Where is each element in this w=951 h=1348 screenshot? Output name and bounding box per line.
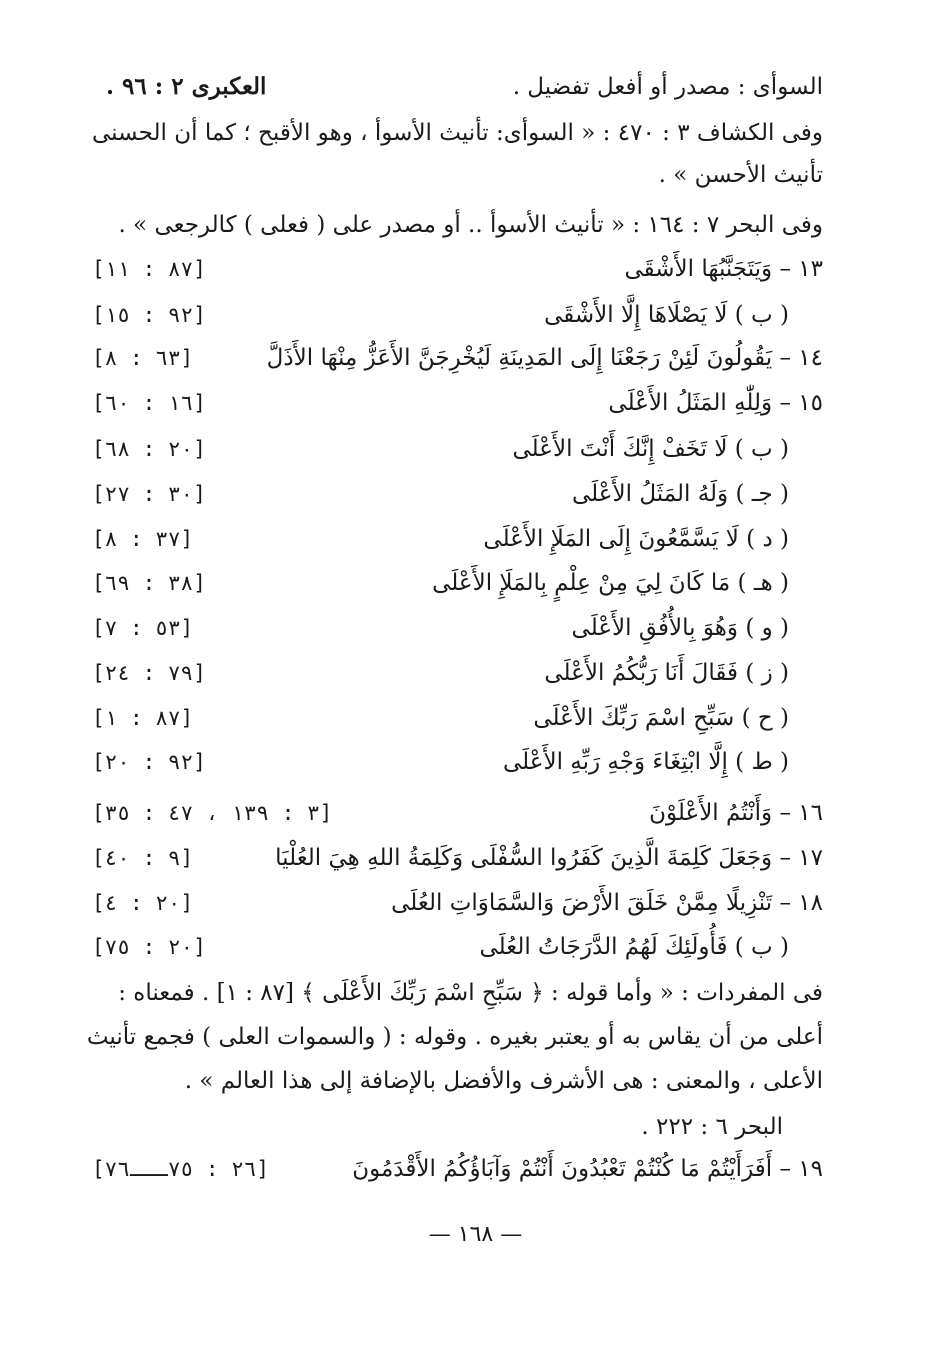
entry-15-ta <box>92 741 823 783</box>
paragraph-text: فى المفردات : « وأما قوله : ﴿ سَبِّحِ اسْمَ رَبِّكَ الأَعْلَى ﴾ [٨٧ : ١] . فمعناه : <box>118 980 823 1006</box>
verse-reference: [٨٧ : ١] <box>92 706 194 730</box>
verse-reference: [٥٣ : ٧] <box>92 616 194 640</box>
verse-reference: [٢٠ : ٧٥] <box>92 935 206 959</box>
verse-text: ( ز ) فَقَالَ أَنَا رَبُّكُمُ الأَعْلَى <box>544 660 789 686</box>
paragraph-bahr-1 <box>92 204 823 246</box>
verse-reference: [٢٠ : ٦٨] <box>92 437 206 461</box>
paragraph-mufradat-line-1 <box>92 972 823 1014</box>
page-header <box>92 66 823 108</box>
verse-reference: [٣٠ : ٢٧] <box>92 482 206 506</box>
verse-reference: [٩٢ : ٢٠] <box>92 750 206 774</box>
verse-text: ( ط ) إِلَّا ابْتِغَاءَ وَجْهِ رَبِّهِ الأَعْلَى <box>502 749 789 775</box>
verse-reference: [٣٧ : ٨] <box>92 527 194 551</box>
paragraph-mufradat-line-2 <box>86 1016 823 1058</box>
verse-reference: [٢٠ : ٤] <box>92 891 194 915</box>
entry-15-b <box>92 428 823 470</box>
verse-text: ( ب ) فَأُولَئِكَ لَهُمُ الدَّرَجَاتُ العُلَى <box>479 934 789 960</box>
verse-text: ( ب ) لَا يَصْلَاهَا إِلَّا الأَشْقَى <box>544 302 789 328</box>
entry-14 <box>92 337 823 379</box>
entry-13 <box>92 248 823 290</box>
paragraph-text: البحر ٦ : ٢٢٢ . <box>641 1114 783 1140</box>
verse-reference: [٧٩ : ٢٤] <box>92 661 206 685</box>
paragraph-mufradat-line-3 <box>92 1060 823 1102</box>
verse-reference: [٩٢ : ١٥] <box>92 303 206 327</box>
entry-15-zay <box>92 652 823 694</box>
entry-17 <box>92 837 823 879</box>
paragraph-kashshaf: وفى الكشاف ٣ : ٤٧٠ : « السوأى: تأنيث الأسوأ ، وهو الأقبح ؛ كما أن الحسنى تأنيث الأحسن » . <box>92 120 823 188</box>
entry-13-b <box>92 294 823 336</box>
verse-text: ( هـ ) مَا كَانَ لِيَ مِنْ عِلْمٍ بِالمَلَإِ الأَعْلَى <box>432 570 789 596</box>
verse-reference: [٣٨ : ٦٩] <box>92 571 206 595</box>
entry-16 <box>92 792 823 834</box>
verse-text: ( جـ ) وَلَهُ المَثَلُ الأَعْلَى <box>572 481 789 507</box>
verse-text: ١٩ – أَفَرَأَيْتُمْ مَا كُنْتُمْ تَعْبُدُونَ أَنْتُمْ وَآبَاؤُكُمُ الأَقْدَمُونَ <box>352 1156 823 1182</box>
verse-text: ( ح ) سَبِّحِ اسْمَ رَبِّكَ الأَعْلَى <box>533 705 789 731</box>
verse-text: ١٥ – وَلِلّٰهِ المَثَلُ الأَعْلَى <box>608 390 823 416</box>
verse-reference: [٨٧ : ١١] <box>92 257 206 281</box>
header-definition: السوأى : مصدر أو أفعل تفضيل . <box>512 74 823 100</box>
entry-15-ha2 <box>92 697 823 739</box>
entry-18-b <box>92 926 823 968</box>
entry-15-ha <box>92 562 823 604</box>
paragraph-text: الأعلى ، والمعنى : هى الأشرف والأفضل بالإضافة إلى هذا العالم » . <box>184 1068 823 1094</box>
paragraph-bahr-2 <box>92 1106 823 1148</box>
page-number: — ١٦٨ — <box>428 1222 523 1247</box>
verse-reference: [٢٦ : ٧٥ـــ٧٦] <box>92 1157 270 1181</box>
verse-text: ١٧ – وَجَعَلَ كَلِمَةَ الَّذِينَ كَفَرُوا السُّفْلَى وَكَلِمَةُ اللهِ هِيَ العُلْيَا <box>275 845 823 871</box>
verse-text: ١٣ – وَيَتَجَنَّبُهَا الأَشْقَى <box>624 256 823 282</box>
entry-15 <box>92 382 823 424</box>
entry-15-waw <box>92 607 823 649</box>
header-citation: العكبرى ٢ : ٩٦ . <box>106 73 267 100</box>
entry-15-dal <box>92 518 823 560</box>
verse-reference: [٣ : ١٣٩ ، ٤٧ : ٣٥] <box>92 801 333 825</box>
entry-18 <box>92 882 823 924</box>
paragraph-text: وفى البحر ٧ : ١٦٤ : « تأنيث الأسوأ .. أو مصدر على ( فعلى ) كالرجعى » . <box>118 212 823 238</box>
verse-text: ( د ) لَا يَسَّمَّعُونَ إِلَى المَلَإِ الأَعْلَى <box>483 526 789 552</box>
entry-19 <box>92 1148 823 1190</box>
verse-reference: [٦٣ : ٨] <box>92 346 194 370</box>
verse-text: ١٨ – تَنْزِيلًا مِمَّنْ خَلَقَ الأَرْضَ وَالسَّمَاوَاتِ العُلَى <box>391 890 823 916</box>
entry-15-jim <box>92 473 823 515</box>
verse-reference: [٩ : ٤٠] <box>92 846 194 870</box>
verse-text: ١٤ – يَقُولُونَ لَئِنْ رَجَعْنَا إِلَى المَدِينَةِ لَيُخْرِجَنَّ الأَعَزُّ مِنْهَا الأَذَلَّ <box>266 345 823 371</box>
verse-text: ١٦ – وَأَنْتُمُ الأَعْلَوْنَ <box>649 800 823 826</box>
paragraph-text: أعلى من أن يقاس به أو يعتبر بغيره . وقوله : ( والسموات العلى ) فجمع تأنيث <box>86 1024 823 1050</box>
verse-reference: [١٦ : ٦٠] <box>92 391 206 415</box>
verse-text: ( و ) وَهُوَ بِالأُفُقِ الأَعْلَى <box>571 615 789 641</box>
verse-text: ( ب ) لَا تَخَفْ إِنَّكَ أَنْتَ الأَعْلَى <box>512 436 789 462</box>
